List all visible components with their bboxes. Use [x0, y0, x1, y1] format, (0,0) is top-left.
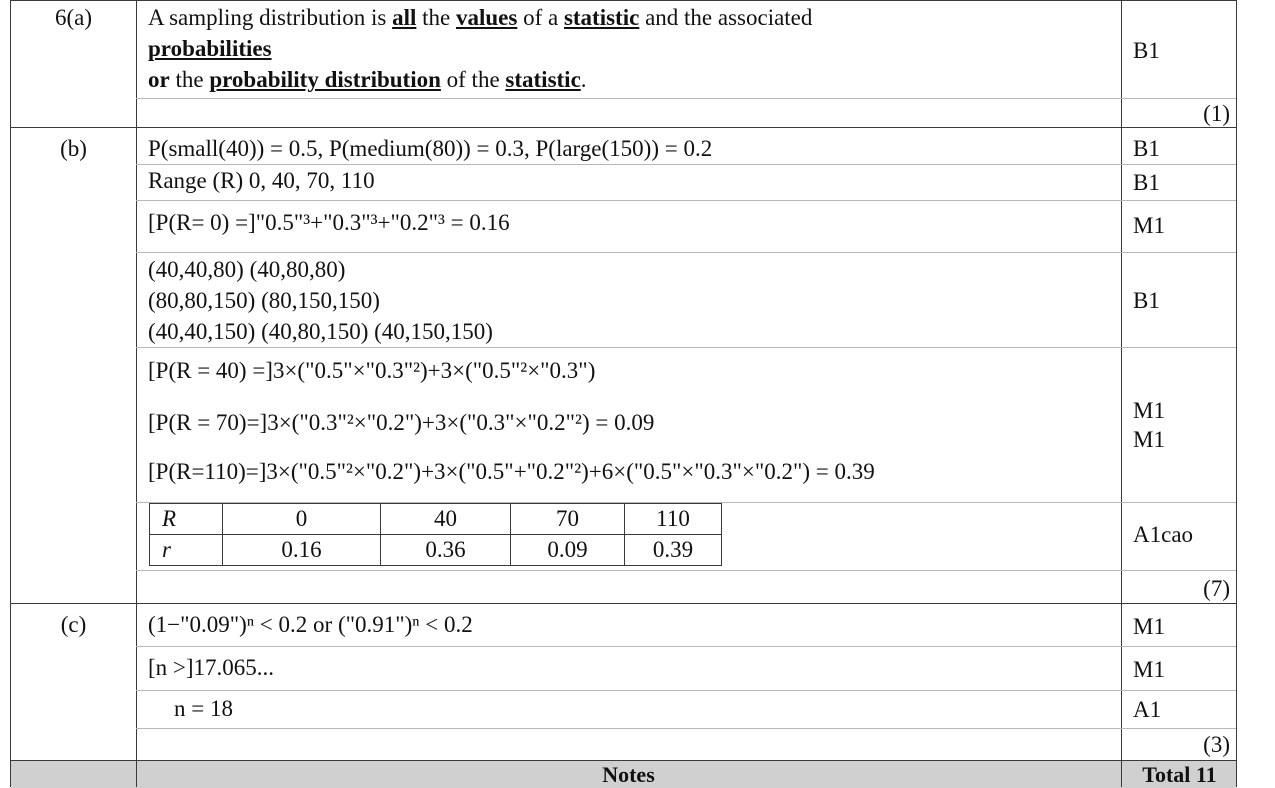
text: the: [169, 67, 210, 92]
part-a-definition-line2: [148, 36, 272, 62]
distribution-table: [149, 503, 722, 566]
part-b-probabilities: P(small(40)) = 0.5, P(medium(80)) = 0.3, P(large(150)) = 0.2: [148, 136, 713, 161]
part-b-mark-table: A1cao: [1133, 522, 1194, 547]
inner-divider: [136, 690, 1236, 691]
part-c-answer: n = 18: [174, 696, 233, 721]
inner-divider: [136, 728, 1236, 729]
text: and the associated: [639, 5, 813, 30]
part-b-p-r-70: [P(R = 70)=]3×("0.3"²×"0.2")+3×("0.3"×"0.2"²) = 0.09: [148, 410, 655, 435]
inner-divider: [136, 570, 1236, 571]
inner-divider: [136, 200, 1236, 201]
part-b-mark-m1b: M1: [1133, 427, 1165, 452]
part-b-mark-p0: M1: [1133, 213, 1165, 238]
part-b-p-r-40: [P(R = 40) =]3×("0.5"×"0.3"²)+3×("0.5"²×"0.3"): [148, 358, 596, 383]
part-a-definition-line3: [148, 67, 587, 93]
part-b-combination-line3: (40,40,150) (40,80,150) (40,150,150): [148, 319, 493, 344]
column-divider-right: [1121, 760, 1122, 787]
keyword-values: values: [455, 5, 518, 30]
row-divider-b-c: [11, 603, 1236, 604]
part-b-combination-line2: (80,80,150) (80,150,150): [148, 288, 380, 313]
part-c-inequality: (1−"0.09")ⁿ < 0.2 or ("0.91")ⁿ < 0.2: [148, 612, 473, 637]
text: A sampling distribution is: [148, 5, 393, 30]
part-a-mark: B1: [1133, 38, 1160, 63]
part-b-mark-range: B1: [1133, 170, 1160, 195]
table-cell: 40: [381, 504, 511, 535]
part-b-total: (7): [1203, 576, 1230, 601]
table-cell: r: [150, 535, 223, 566]
part-c-label: (c): [60, 612, 87, 637]
column-divider-left: [136, 760, 137, 787]
notes-heading: Notes: [602, 762, 655, 787]
table-cell: 0.09: [511, 535, 625, 566]
table-cell: 0.39: [625, 535, 722, 566]
text: of a: [517, 5, 564, 30]
table-row: [150, 504, 722, 535]
table-cell: 0.16: [223, 535, 381, 566]
inner-divider: [136, 347, 1236, 348]
notes-row: [11, 760, 1236, 788]
part-c-mark-l2: M1: [1133, 657, 1165, 682]
total-marks: Total 11: [1142, 762, 1217, 787]
keyword-probability-distribution: probability distribution: [209, 67, 441, 92]
part-a-definition-line1: [148, 5, 812, 31]
inner-divider: [136, 646, 1236, 647]
part-b-p-r-110: [P(R=110)=]3×("0.5"²×"0.2")+3×("0.5"+"0.2"²)+6×("0.5"×"0.3"×"0.2") = 0.39: [148, 459, 875, 484]
part-b-combination-line1: (40,40,80) (40,80,80): [148, 257, 346, 282]
part-c-mark-l3: A1: [1133, 697, 1162, 722]
part-b-mark-m1a: M1: [1133, 398, 1165, 423]
keyword-or: or: [148, 67, 170, 92]
part-c-total: (3): [1203, 732, 1230, 757]
inner-divider: [136, 98, 1236, 99]
part-b-range: Range (R) 0, 40, 70, 110: [148, 168, 375, 193]
part-a-label: 6(a): [54, 5, 93, 30]
table-cell: 110: [625, 504, 722, 535]
keyword-all: all: [392, 5, 417, 30]
part-b-mark-combos: B1: [1133, 288, 1160, 313]
part-c-solution: [n >]17.065...: [148, 655, 275, 680]
part-b-mark-probs: B1: [1133, 136, 1160, 161]
row-divider-top: [11, 0, 1236, 1]
table-cell: R: [150, 504, 223, 535]
part-c-mark-l1: M1: [1133, 614, 1165, 639]
keyword-probabilities: probabilities: [148, 36, 272, 61]
part-a-total: (1): [1203, 101, 1230, 126]
part-b-p-r-0: [P(R= 0) =]"0.5"³+"0.3"³+"0.2"³ = 0.16: [148, 210, 510, 235]
part-b-label: (b): [60, 136, 87, 161]
keyword-statistic: statistic: [563, 5, 640, 30]
table-cell: 0.36: [381, 535, 511, 566]
keyword-statistic: statistic: [505, 67, 581, 92]
table-row: [150, 535, 722, 566]
column-divider-left: [136, 0, 137, 787]
table-cell: 0: [223, 504, 381, 535]
mark-scheme-table: [10, 0, 1237, 787]
text: .: [580, 67, 587, 92]
inner-divider: [136, 164, 1236, 165]
text: of the: [440, 67, 506, 92]
text: the: [416, 5, 456, 30]
table-cell: 70: [511, 504, 625, 535]
inner-divider: [136, 252, 1236, 253]
row-divider-a-b: [11, 127, 1236, 128]
